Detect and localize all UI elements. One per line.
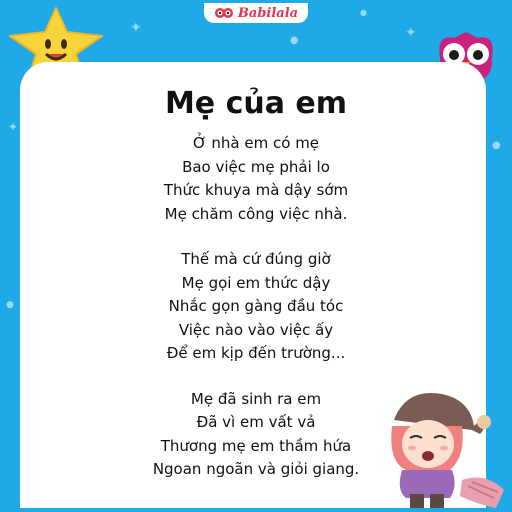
poem-line: Việc nào vào việc ấy bbox=[178, 320, 334, 339]
poem-line: Thương mẹ em thầm hứa bbox=[160, 436, 352, 455]
poem-stanza bbox=[0, 132, 512, 226]
poem-line: Mẹ chăm công việc nhà. bbox=[164, 204, 348, 223]
poem-line: Ở nhà em có mẹ bbox=[192, 134, 320, 152]
poem-line: Đã vì em vất vả bbox=[196, 413, 316, 431]
poem-stanza bbox=[0, 248, 512, 366]
poem-line: Ngoan ngoãn và giỏi giang. bbox=[152, 460, 360, 478]
brand-name: Babilala bbox=[237, 5, 299, 21]
poem-title: Mẹ của em bbox=[164, 86, 348, 121]
poem-line: Mẹ gọi em thức dậy bbox=[181, 273, 331, 292]
poem-line: Thế mà cứ đúng giờ bbox=[181, 250, 331, 268]
poem-line: Thức khuya mà dậy sớm bbox=[163, 181, 349, 199]
poem-line: Mẹ đã sinh ra em bbox=[190, 389, 322, 408]
owl-logo-icon bbox=[214, 5, 234, 21]
poem-line: Bao việc mẹ phải lo bbox=[182, 157, 330, 176]
brand-badge bbox=[204, 3, 308, 23]
sleepy-child-illustration bbox=[376, 386, 508, 510]
poem-line: Để em kịp đến trường... bbox=[166, 344, 346, 362]
poem-line: Nhắc gọn gàng đầu tóc bbox=[168, 297, 344, 315]
